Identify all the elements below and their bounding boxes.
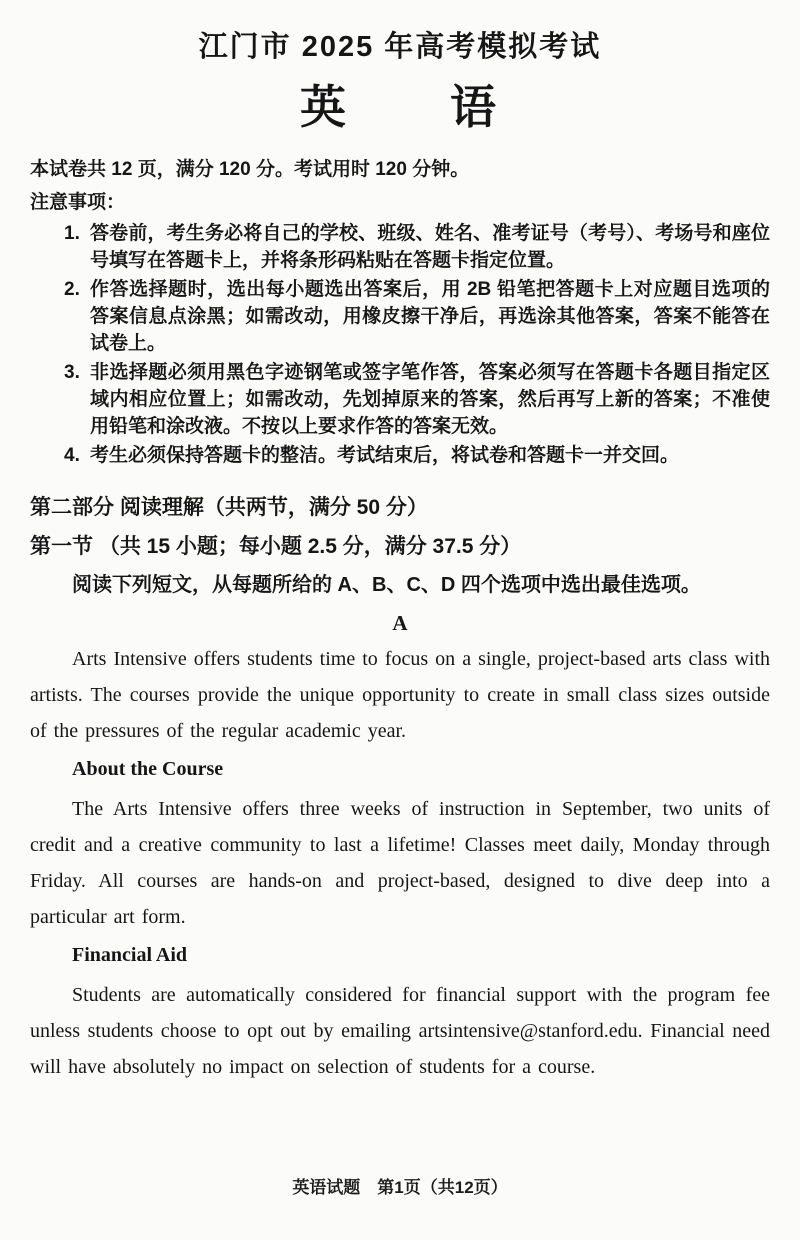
notes-heading: 注意事项： [30, 192, 126, 213]
exam-title: 江门市 2025 年高考模拟考试 [198, 31, 602, 63]
exam-paper-page [0, 30, 800, 1240]
note-number: 2. [64, 279, 80, 300]
note-text: 非选择题必须用黑色字迹钢笔或签字笔作答，答案必须写在答题卡各题目指定区域内相应位置上；如需改动，先划掉原来的答案，然后再写上新的答案；不准使用铅笔和涂改液。不按以上要求作答的答案无效。 [90, 362, 770, 437]
note-text: 答卷前，考生务必将自己的学校、班级、姓名、准考证号（考号）、考场号和座位号填写在答题卡上，并将条形码粘贴在答题卡指定位置。 [90, 223, 770, 271]
note-item-3 [30, 359, 770, 440]
passage-paragraph-2: The Arts Intensive offers three weeks of instruction in September, two units of credit and a creative community to last a lifetime! Classes meet daily, Monday through Friday. All courses are hands-on and project-based, designed to dive deep into a particular art form. [30, 798, 770, 928]
note-number: 1. [64, 223, 80, 244]
note-item-2 [30, 276, 770, 357]
section1-heading: 第一节 （共 15 小题；每小题 2.5 分，满分 37.5 分） [30, 535, 522, 558]
note-text: 考生必须保持答题卡的整洁。考试结束后，将试卷和答题卡一并交回。 [90, 445, 680, 466]
note-number: 3. [64, 362, 80, 383]
passage-heading-about-the-course: About the Course [72, 758, 224, 780]
note-text: 作答选择题时，选出每小题选出答案后，用 2B 铅笔把答题卡上对应题目选项的答案信息点涂黑；如需改动，用橡皮擦干净后，再选涂其他答案，答案不能答在试卷上。 [90, 279, 770, 354]
passage-a-label: A [392, 611, 408, 635]
subject-title: 英 语 [300, 81, 500, 133]
reading-instructions: 阅读下列短文，从每题所给的 A、B、C、D 四个选项中选出最佳选项。 [72, 574, 701, 596]
paper-info: 本试卷共 12 页，满分 120 分。考试用时 120 分钟。 [30, 159, 470, 180]
note-item-1 [30, 220, 770, 274]
note-number: 4. [64, 445, 80, 466]
notes-list [30, 220, 770, 469]
part2-heading: 第二部分 阅读理解（共两节，满分 50 分） [30, 496, 428, 519]
passage-paragraph-1: Arts Intensive offers students time to focus on a single, project-based arts class with artists. The courses provide the unique opportunity to create in small class sizes outside of the pressures of the regular academic year. [30, 648, 770, 742]
note-item-4 [30, 442, 770, 469]
passage-paragraph-3: Students are automatically considered for financial support with the program fee unless students choose to opt out by emailing artsintensive@stanford.edu. Financial need will have absolutely no impact on selection of students for a course. [30, 984, 770, 1078]
page-footer: 英语试题 第1页（共12页） [292, 1178, 508, 1197]
passage-heading-financial-aid: Financial Aid [72, 944, 188, 966]
